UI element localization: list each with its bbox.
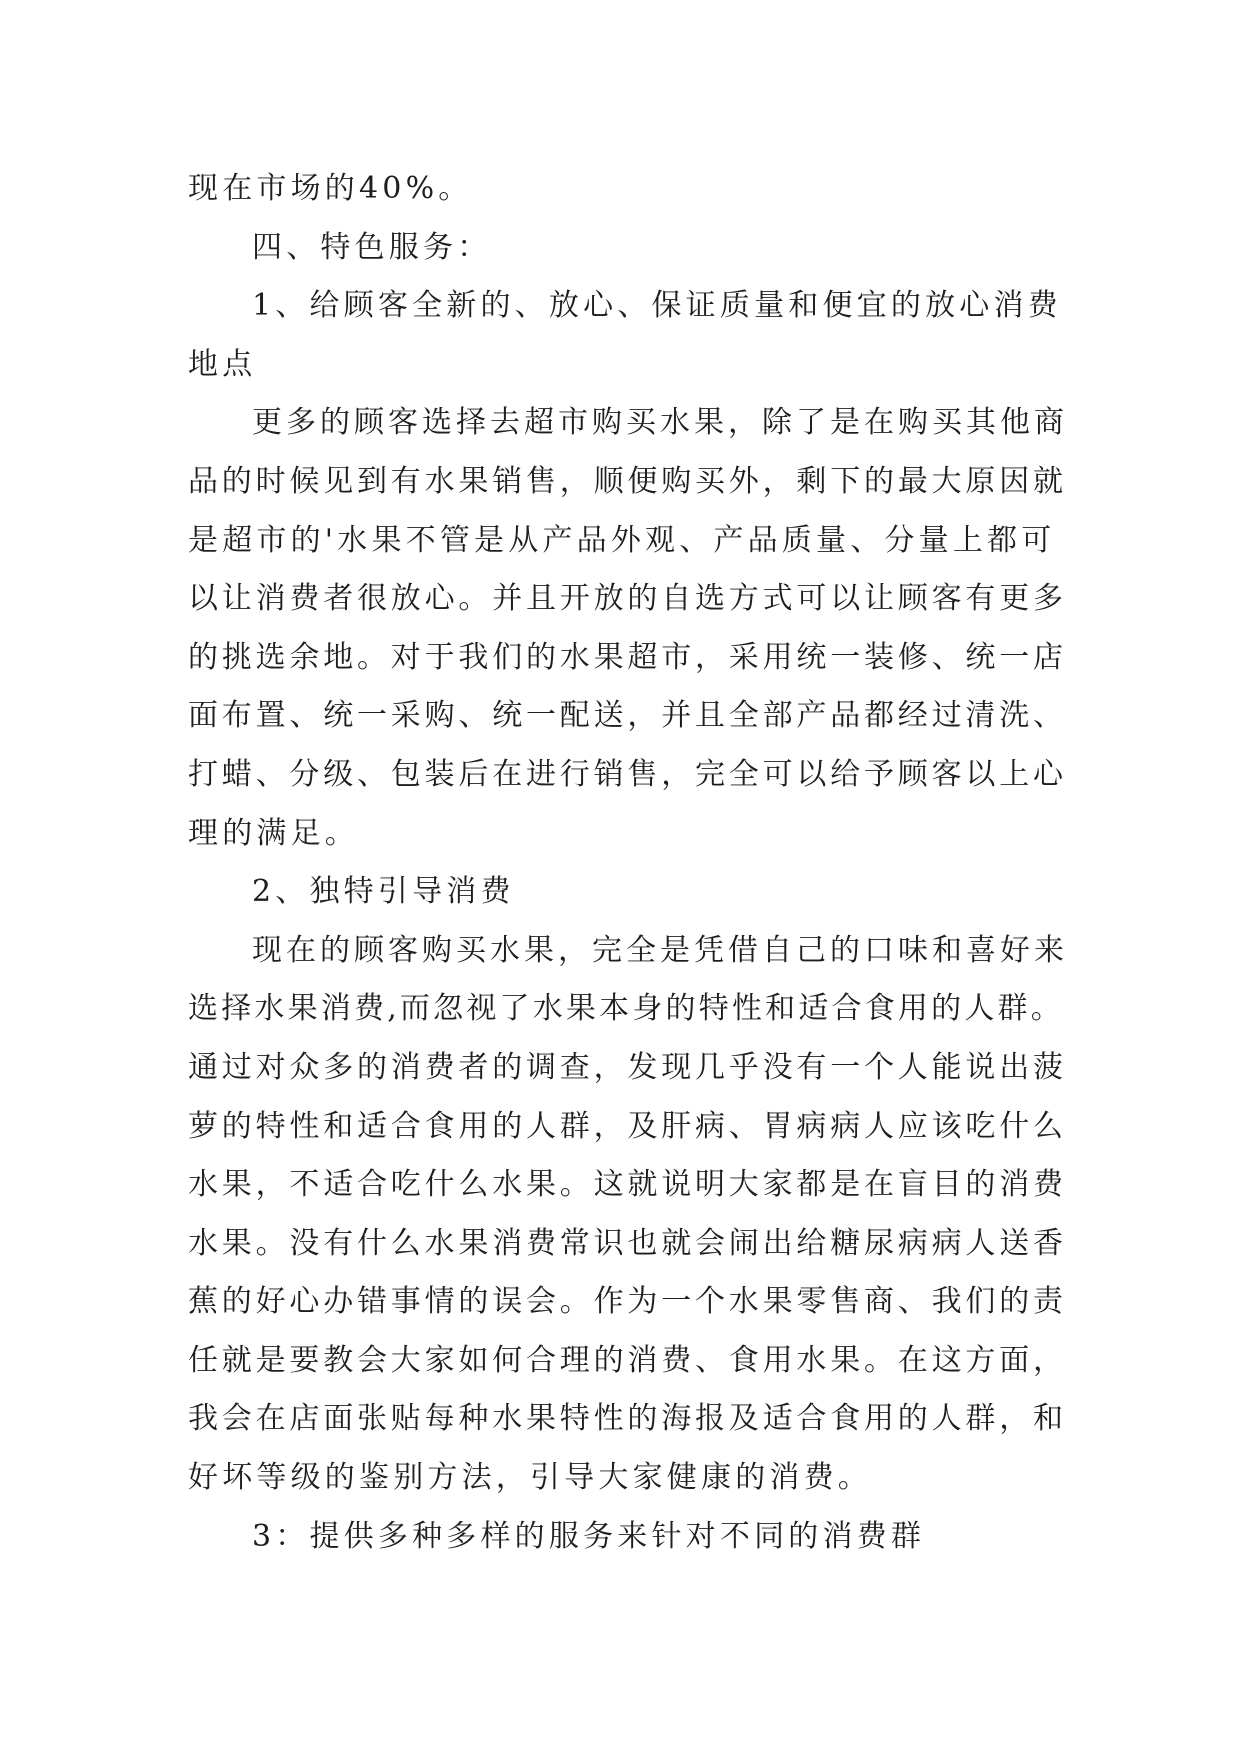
text-line: 理的满足。 xyxy=(188,815,359,851)
subsection-heading: 1、给顾客全新的、放心、保证质量和便宜的放心消费 xyxy=(252,288,1062,324)
text-line: 蕉的好心办错事情的误会。作为一个水果零售商、我们的责 xyxy=(188,1284,1067,1320)
text-line: 通过对众多的消费者的调查，发现几乎没有一个人能说出菠 xyxy=(188,1049,1067,1085)
subsection-heading: 3：提供多种多样的服务来针对不同的消费群 xyxy=(252,1518,926,1554)
text-line: 我会在店面张贴每种水果特性的海报及适合食用的人群，和 xyxy=(188,1401,1067,1437)
text-line: 面布置、统一采购、统一配送，并且全部产品都经过清洗、 xyxy=(188,698,1067,734)
text-line: 的挑选余地。对于我们的水果超市，采用统一装修、统一店 xyxy=(188,639,1067,675)
document-body xyxy=(188,160,1068,1566)
section-heading: 四、特色服务： xyxy=(252,229,492,265)
text-line: 萝的特性和适合食用的人群，及肝病、胃病病人应该吃什么 xyxy=(188,1108,1067,1144)
text-line: 选择水果消费,而忽视了水果本身的特性和适合食用的人群。 xyxy=(188,991,1064,1027)
paragraph-first-line: 更多的顾客选择去超市购买水果，除了是在购买其他商 xyxy=(252,405,1068,441)
text-line: 好坏等级的鉴别方法，引导大家健康的消费。 xyxy=(188,1460,872,1496)
text-line: 任就是要教会大家如何合理的消费、食用水果。在这方面， xyxy=(188,1342,1067,1378)
text-line: 是超市的'水果不管是从产品外观、产品质量、分量上都可 xyxy=(188,522,1056,558)
paragraph-first-line: 现在的顾客购买水果，完全是凭借自己的口味和喜好来 xyxy=(252,932,1068,968)
text-line: 以让消费者很放心。并且开放的自选方式可以让顾客有更多 xyxy=(188,581,1067,617)
text-line: 水果。没有什么水果消费常识也就会闹出给糖尿病病人送香 xyxy=(188,1225,1067,1261)
subsection-heading: 2、独特引导消费 xyxy=(252,874,515,910)
text-line: 品的时候见到有水果销售，顺便购买外，剩下的最大原因就 xyxy=(188,463,1067,499)
text-line: 水果，不适合吃什么水果。这就说明大家都是在盲目的消费 xyxy=(188,1167,1067,1203)
text-line: 地点 xyxy=(188,346,257,382)
text-line: 现在市场的40%。 xyxy=(188,171,473,206)
text-line: 打蜡、分级、包装后在进行销售，完全可以给予顾客以上心 xyxy=(188,756,1067,792)
